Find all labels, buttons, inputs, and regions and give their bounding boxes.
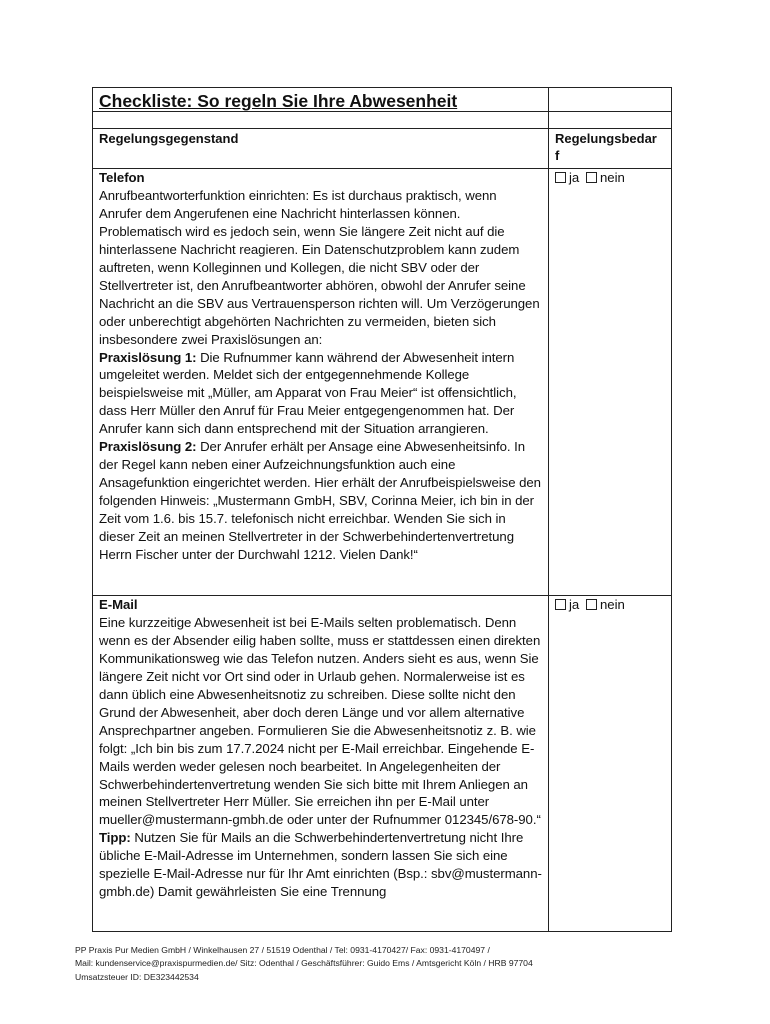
telefon-row [93,169,671,596]
email-cell [93,596,549,932]
telefon-nein-label: nein [599,170,625,185]
footer-line2: Mail: kundenservice@praxispurmedien.de/ Sitz: Odenthal / Geschäftsführer: Guido Ems / Amtsgericht Köln / HRB 97704 [75,958,533,969]
email-nein-checkbox[interactable] [586,599,597,610]
tip-label: Tipp: [99,830,131,846]
telefon-solution2 [99,438,542,564]
footer-line1: PP Praxis Pur Medien GmbH / Winkelhausen 27 / 51519 Odenthal / Tel: 0931-4170427/ Fax: 0931-4170497 / [75,945,490,955]
footer-line3: Umsatzsteuer ID: DE323442534 [75,971,199,982]
title-row [93,88,671,112]
telefon-ja-label: ja [569,170,580,185]
email-row [93,596,671,932]
telefon-heading: Telefon [99,170,145,185]
telefon-check-cell [549,169,671,595]
telefon-nein-checkbox[interactable] [586,172,597,183]
page-footer [75,944,533,984]
solution1-text: Die Rufnummer kann während der Abwesenheit intern umgeleitet werden. Meldet sich der entgegennehmende Kollege beispielsweise mit „Müller, am Apparat von Frau Meier“ ist offensichtlich, dass Herr Müller den Anruf für Frau Meier entgegengenommen hat. Der Anrufer kann sich dann entsprechend mit der Situation arrangieren. [99,349,517,437]
email-ja-checkbox[interactable] [555,599,566,610]
telefon-intro: Anrufbeantworterfunktion einrichten: Es ist durchaus praktisch, wenn Anrufer dem Angerufenen eine Nachricht hinterlassen können. Problematisch wird es jedoch sein, wenn Sie längere Zeit nicht auf die hinterlassene Nachricht reagieren. Ein Datenschutzproblem kann zudem auftreten, wenn Kolleginnen und Kollegen, die nicht SBV oder der Stellvertreter ist, den Anrufbeantworter abhören, obwohl der Anrufer seine Nachricht an die SBV aus Vertrauensperson richten will. Um Verzögerungen oder unberechtigt abgehörten Nachrichten zu vermeiden, bieten sich insbesondere zwei Praxislösungen an: [99,187,540,347]
email-checkboxes [555,596,665,614]
header-row [93,129,671,169]
header-col2 [549,129,671,168]
solution1-label: Praxislösung 1: [99,349,197,365]
header-col1 [93,129,549,168]
header-regelungsbedarf-line1: Regelungsbedar [555,131,657,146]
solution2-text: Der Anrufer erhält per Ansage eine Abwesenheitsinfo. In der Regel kann neben einer Aufzeichnungsfunktion auch eine Ansagefunktion eingerichtet werden. Hier erhält der Anrufbeispielsweise den folgenden Hinweis: „Mustermann GmbH, SBV, Corinna Meier, ich bin in der Zeit vom 1.6. bis 15.7. telefonisch nicht erreichbar. Wenden Sie sich in dieser Zeit an meinen Stellvertreter in der Schwerbehindertenvertretung Herrn Fischer unter der Durchwahl 1212. Vielen Dank!“ [99,439,541,563]
page-title: Checkliste: So regeln Sie Ihre Abwesenheit [99,91,458,111]
email-tip [99,829,542,901]
title-empty-cell [549,88,671,111]
email-body: Eine kurzzeitige Abwesenheit ist bei E-Mails selten problematisch. Denn wenn es der Absender eilig haben sollte, muss er stattdessen einen direkten Kommunikationsweg wie das Telefon nutzen. Anders sieht es aus, wenn Sie längere Zeit nicht vor Ort sind oder in Urlaub gehen. Normalerweise ist es dann üblich eine Abwesenheitsnotiz zu schreiben. Diese sollte nicht den Grund der Abwesenheit, aber doch deren Länge und vor allem alternative Ansprechpartner angeben. Formulieren Sie die Abwesenheitsnotiz z. B. wie folgt: „Ich bin bis zum 17.7.2024 nicht per E-Mail erreichbar. Eingehende E-Mails werden weder gelesen noch bearbeitet. In Angelegenheiten der Schwerbehindertenvertretung wenden Sie sich bitte mit Ihrem Anliegen an meinen Stellvertreter Herr Müller. Sie erreichen ihn per E-Mail unter mueller@mustermann-gmbh.de oder unter der Rufnummer 012345/678-90.“ [99,614,541,828]
telefon-ja-checkbox[interactable] [555,172,566,183]
telefon-checkboxes [555,169,665,187]
email-ja-label: ja [569,597,580,612]
spacer-row [93,112,671,129]
title-cell [93,88,549,111]
email-check-cell [549,596,671,932]
solution2-label: Praxislösung 2: [99,439,197,455]
email-heading: E-Mail [99,597,138,612]
header-regelungsbedarf-line2: f [555,148,560,163]
telefon-cell [93,169,549,595]
telefon-solution1 [99,349,542,439]
checklist-table [92,87,672,932]
tip-text: Nutzen Sie für Mails an die Schwerbehindertenvertretung nicht Ihre übliche E-Mail-Adresse im Unternehmen, sondern lassen Sie sich eine spezielle E-Mail-Adresse nur für Ihr Amt einrichten (Bsp.: sbv@mustermann-gmbh.de) Damit gewährleisten Sie eine Trennung [99,830,542,900]
header-regelungsgegenstand: Regelungsgegenstand [99,131,239,146]
email-nein-label: nein [599,597,625,612]
